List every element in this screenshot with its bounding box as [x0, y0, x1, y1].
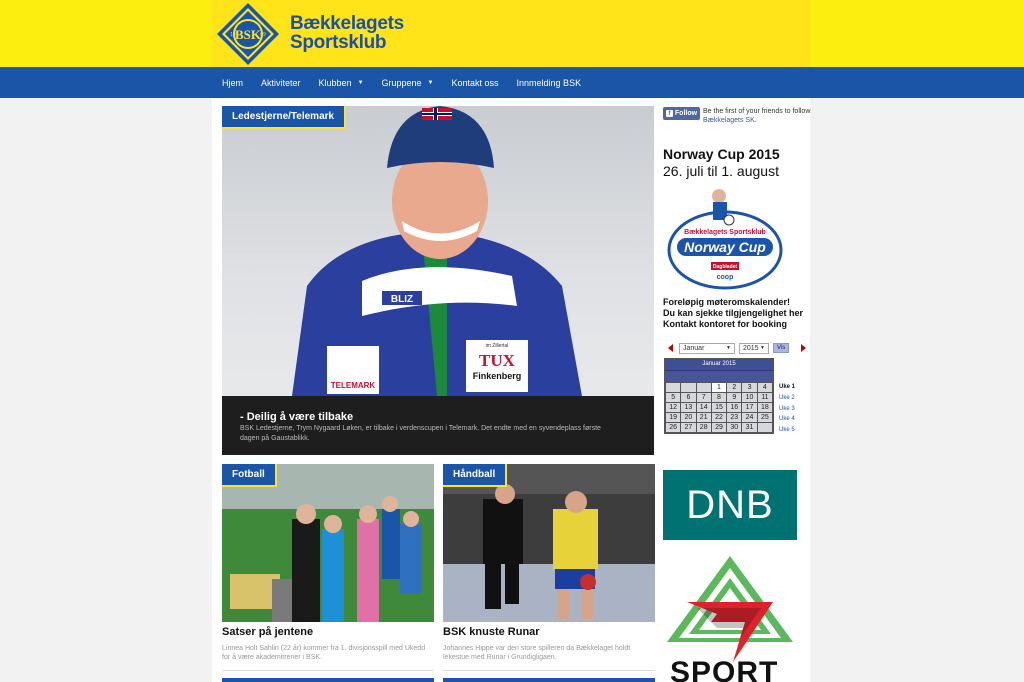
football-girls-illustration: [222, 464, 434, 622]
week-link[interactable]: Uke 5: [779, 427, 795, 434]
calendar-day[interactable]: 25: [758, 413, 772, 422]
dnb-logo-text: DNB: [686, 482, 774, 527]
calendar-weekday-row: [665, 370, 773, 382]
month-select[interactable]: [679, 343, 735, 354]
calendar-day[interactable]: 26: [666, 423, 680, 432]
article-card-fotball[interactable]: [222, 464, 434, 676]
club-logo[interactable]: [216, 2, 280, 66]
calendar-day[interactable]: 5: [666, 393, 680, 402]
meeting-line3: Kontakt kontoret for booking: [663, 319, 787, 329]
meeting-line2: Du kan sjekke tilgjengelighet her: [663, 308, 804, 318]
month-select-value: Januar: [683, 344, 705, 352]
calendar-day[interactable]: 13: [681, 403, 695, 412]
card-text: Linnea Holt Sahlin (22 år) kommer fra 1. divisjonsspill med Ukedd for å være akademitrener i BSK.: [222, 645, 426, 661]
calendar-controls: [668, 342, 806, 354]
calendar-day[interactable]: 9: [727, 393, 741, 402]
calendar-day: [666, 383, 680, 392]
card-divider: [222, 670, 434, 671]
site-name[interactable]: [290, 14, 404, 52]
calendar-day[interactable]: 18: [758, 403, 772, 412]
hero-text: BSK Ledestjerne, Trym Nygaard Løken, er tilbake i verdenscupen i Telemark. Det endte med en syvendeplass første dagen på Gaustablikk.: [240, 425, 601, 442]
facebook-follow-button[interactable]: [663, 107, 700, 120]
week-links: [779, 382, 795, 436]
logo-letters: BSK: [234, 27, 262, 42]
card-title[interactable]: BSK knuste Runar: [443, 626, 540, 638]
calendar-day[interactable]: 20: [681, 413, 695, 422]
article-card-handball[interactable]: [443, 464, 655, 676]
nav-item-label: Innmelding BSK: [516, 77, 582, 88]
calendar-day: [758, 423, 772, 432]
calendar-day[interactable]: 23: [727, 413, 741, 422]
follow-label: Follow: [674, 110, 698, 117]
week-link[interactable]: Uke 3: [779, 405, 795, 412]
handball-illustration: [443, 464, 655, 622]
calendar-day[interactable]: 10: [742, 393, 756, 402]
nav-item-aktiviteter[interactable]: [261, 78, 301, 88]
next-month-icon[interactable]: [801, 344, 806, 352]
nav-item-klubben[interactable]: [319, 78, 364, 88]
norway-cup-logo[interactable]: [663, 182, 787, 292]
nav-item-gruppene[interactable]: [382, 78, 434, 88]
gsport-logo-text: SPORT: [670, 656, 779, 682]
norway-cup-title: Norway Cup 2015: [663, 146, 780, 162]
calendar-day[interactable]: 24: [742, 413, 756, 422]
norway-cup-sponsor2: coop: [716, 274, 734, 281]
site-name-line1: Bækkelagets: [290, 13, 404, 34]
norway-cup-sponsor1: Dagbladet: [712, 264, 738, 270]
main-nav: [0, 67, 1024, 98]
norway-cup-club: Bækkelagets Sportsklub: [684, 229, 766, 236]
telemark-patch: TELEMARK: [330, 381, 376, 390]
nav-item-label: Kontakt oss: [451, 77, 499, 88]
facebook-page-link[interactable]: Bækkelagets SK: [703, 117, 755, 124]
card-text: Johannes Hippe var den store spilleren da Bækkelaget holdt lekestue med Runar i Grundigligaen.: [443, 645, 631, 661]
calendar-day[interactable]: 7: [697, 393, 711, 402]
calendar-day[interactable]: 4: [758, 383, 772, 392]
calendar-days: [665, 382, 773, 433]
meeting-room-info: [663, 297, 803, 330]
week-link[interactable]: Uke 4: [779, 416, 795, 423]
skier-illustration: [222, 106, 654, 396]
calendar-day[interactable]: 27: [681, 423, 695, 432]
dnb-sponsor[interactable]: [663, 470, 797, 540]
card-category-badge[interactable]: Håndball: [443, 464, 507, 487]
calendar-day[interactable]: 30: [727, 423, 741, 432]
site-name-line2: Sportsklub: [290, 32, 387, 53]
hero-caption: [222, 396, 654, 455]
year-select[interactable]: [739, 343, 769, 354]
calendar-day[interactable]: 31: [742, 423, 756, 432]
hero-category-badge[interactable]: Ledestjerne/Telemark: [222, 106, 346, 129]
nav-item-kontakt-oss[interactable]: [452, 78, 499, 88]
goggle-brand: BLIZ: [390, 294, 414, 305]
show-calendar-button[interactable]: Vis: [773, 343, 789, 353]
norway-cup-dates: 26. juli til 1. august: [663, 163, 779, 179]
week-link[interactable]: Uke 2: [779, 394, 795, 401]
facebook-text-end: .: [754, 117, 757, 124]
hero-title[interactable]: - Deilig å være tilbake: [240, 411, 354, 423]
card-category-badge[interactable]: Fotball: [222, 464, 277, 487]
year-select-value: 2015: [743, 344, 759, 352]
card-title[interactable]: Satser på jentene: [222, 626, 314, 638]
calendar-day[interactable]: 8: [712, 393, 726, 402]
tux-finkenberg: Finkenberg: [472, 371, 522, 381]
calendar-day: [681, 383, 695, 392]
week-link[interactable]: Uke 1: [779, 384, 796, 390]
meeting-calendar: [664, 358, 774, 434]
nav-item-innmelding-bsk[interactable]: [517, 78, 582, 88]
tux-small: im Zillertal: [485, 343, 509, 349]
calendar-day[interactable]: 28: [697, 423, 711, 432]
logo-year-right: 09: [260, 32, 266, 38]
calendar-day[interactable]: 1: [712, 383, 726, 392]
nav-item-label: Gruppene: [381, 77, 422, 88]
norway-cup-name: Norway Cup: [684, 239, 766, 255]
logo-year-left: 19: [230, 32, 236, 38]
calendar-day: [697, 383, 711, 392]
nav-item-hjem[interactable]: [222, 78, 243, 88]
card-divider: [443, 670, 655, 671]
hero-photo[interactable]: [222, 106, 654, 396]
calendar-day[interactable]: 16: [727, 403, 741, 412]
calendar-day[interactable]: 14: [697, 403, 711, 412]
calendar-day[interactable]: 12: [666, 403, 680, 412]
calendar-day[interactable]: 15: [712, 403, 726, 412]
caret-down-icon: ▼: [357, 79, 364, 86]
calendar-day[interactable]: 22: [712, 413, 726, 422]
chevron-down-icon: ▼: [726, 345, 731, 351]
calendar-day[interactable]: 6: [681, 393, 695, 402]
calendar-day[interactable]: 21: [697, 413, 711, 422]
facebook-text: Be the first of your friends to follow: [703, 108, 811, 115]
chevron-down-icon: ▼: [760, 345, 765, 351]
hero-article[interactable]: [222, 106, 654, 455]
tux-logo: TUX: [479, 351, 515, 370]
calendar-month-header: Januar 2015: [665, 359, 773, 370]
caret-down-icon: ▼: [427, 79, 434, 86]
next-card-top[interactable]: [443, 678, 655, 682]
nav-list: [222, 67, 599, 98]
calendar-day[interactable]: 11: [758, 393, 772, 402]
calendar-day[interactable]: 29: [712, 423, 726, 432]
nav-item-label: Klubben: [318, 77, 352, 88]
calendar-day[interactable]: 17: [742, 403, 756, 412]
meeting-line1: Foreløpig møteromskalender!: [663, 297, 791, 307]
facebook-follow-text: [703, 107, 813, 125]
calendar-day[interactable]: 3: [742, 383, 756, 392]
calendar-day[interactable]: 19: [666, 413, 680, 422]
calendar-day[interactable]: 2: [727, 383, 741, 392]
card-photo[interactable]: [222, 464, 434, 622]
next-card-top[interactable]: [222, 678, 434, 682]
facebook-icon: f: [666, 110, 673, 117]
nav-item-label: Aktiviteter: [261, 77, 301, 88]
nav-item-label: Hjem: [222, 77, 244, 88]
prev-month-icon[interactable]: [668, 344, 673, 352]
card-photo[interactable]: [443, 464, 655, 622]
